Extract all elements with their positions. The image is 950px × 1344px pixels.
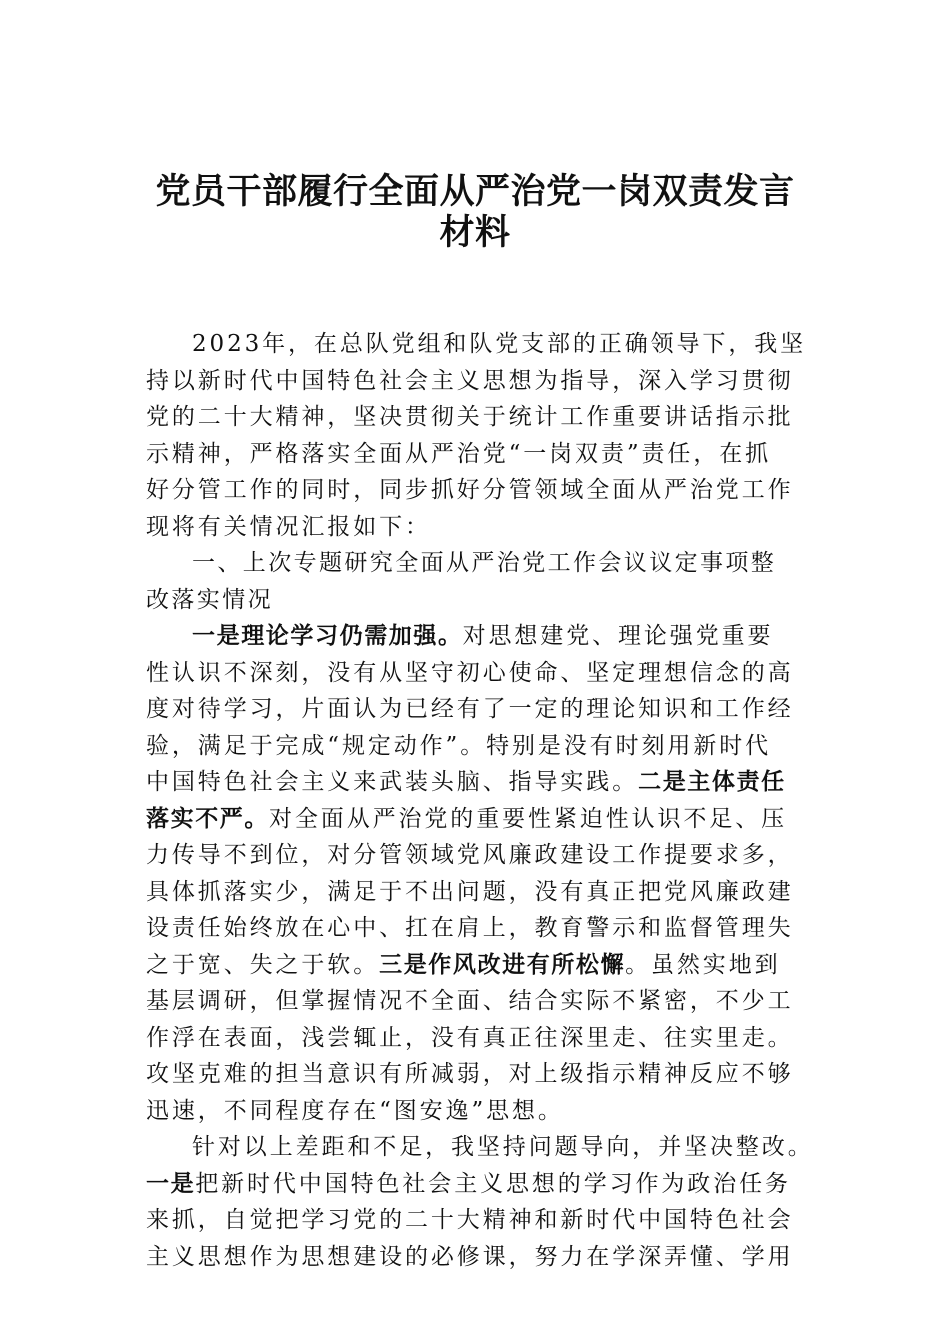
body-text: 之于宽、失之于软。 (146, 951, 380, 978)
section-heading-1-cont: 改落实情况 (146, 586, 273, 613)
body-line: 现将有关情况汇报如下： (146, 513, 431, 540)
body-line (146, 801, 806, 838)
body-line: 示精神，严格落实全面从严治党“一岗双责”责任，在抓 (146, 440, 772, 467)
body-line: 力传导不到位，对分管领域党风廉政建设工作提要求多， (146, 842, 794, 868)
body-line: 迅速，不同程度存在“图安逸”思想。 (146, 1097, 564, 1124)
body-line (146, 618, 806, 655)
bold-lead: 落实不严。 (146, 805, 269, 832)
document-title-line-2: 材料 (439, 212, 511, 253)
body-line: 攻坚克难的担当意识有所减弱，对上级指示精神反应不够 (146, 1061, 794, 1087)
body-line: 持以新时代中国特色社会主义思想为指导，深入学习贯彻 (146, 367, 794, 394)
body-line: 针对以上差距和不足，我坚持问题导向，并坚决整改。 (192, 1134, 814, 1160)
body-line: 具体抓落实少，满足于不出问题，没有真正把党风廉政建 (146, 878, 794, 905)
body-line: 党的二十大精神，坚决贯彻关于统计工作重要讲话指示批 (146, 404, 794, 430)
body-line: 验，满足于完成“规定动作”。特别是没有时刻用新时代 (146, 732, 772, 759)
body-text: 。虽然实地到 (625, 951, 781, 978)
body-line: 度对待学习，片面认为已经有了一定的理论知识和工作经 (146, 696, 794, 722)
bold-lead: 二是主体责任 (638, 769, 786, 795)
body-text: 对全面从严治党的重要性紧迫性认识不足、压 (269, 805, 787, 832)
bold-lead: 三是作风改进有所松懈 (379, 951, 626, 978)
body-line (146, 764, 806, 801)
bold-lead: 一是理论学习仍需加强。 (192, 623, 463, 649)
body-line: 作浮在表面，浅尝辄止，没有真正往深里走、往实里走。 (146, 1024, 794, 1051)
body-line: 主义思想作为思想建设的必修课，努力在学深弄懂、学用 (146, 1243, 794, 1270)
section-heading-1: 一、上次专题研究全面从严治党工作会议议定事项整 (192, 550, 777, 576)
body-line: 来抓，自觉把学习党的二十大精神和新时代中国特色社会 (146, 1207, 794, 1233)
body-line: 好分管工作的同时，同步抓好分管领域全面从严治党工作 (146, 477, 794, 503)
body-line: 性认识不深刻，没有从坚守初心使命、坚定理想信念的高 (146, 659, 794, 686)
body-line: 基层调研，但掌握情况不全面、结合实际不紧密，不少工 (146, 988, 794, 1014)
body-line (146, 947, 806, 984)
body-line: 设责任始终放在心中、扛在肩上，教育警示和监督管理失 (146, 915, 794, 941)
body-text: 中国特色社会主义来武装头脑、指导实践。 (146, 769, 639, 795)
body-text: 对思想建党、理论强党重要 (462, 623, 774, 649)
bold-lead: 一是 (146, 1170, 196, 1197)
body-line (146, 1166, 806, 1203)
body-text: 把新时代中国特色社会主义思想的学习作为政治任务 (195, 1170, 791, 1197)
body-line: 2023年，在总队党组和队党支部的正确领导下，我坚 (192, 331, 807, 357)
document-title-line-1: 党员干部履行全面从严治党一岗双责发言 (155, 171, 795, 212)
document-body (146, 326, 814, 1275)
